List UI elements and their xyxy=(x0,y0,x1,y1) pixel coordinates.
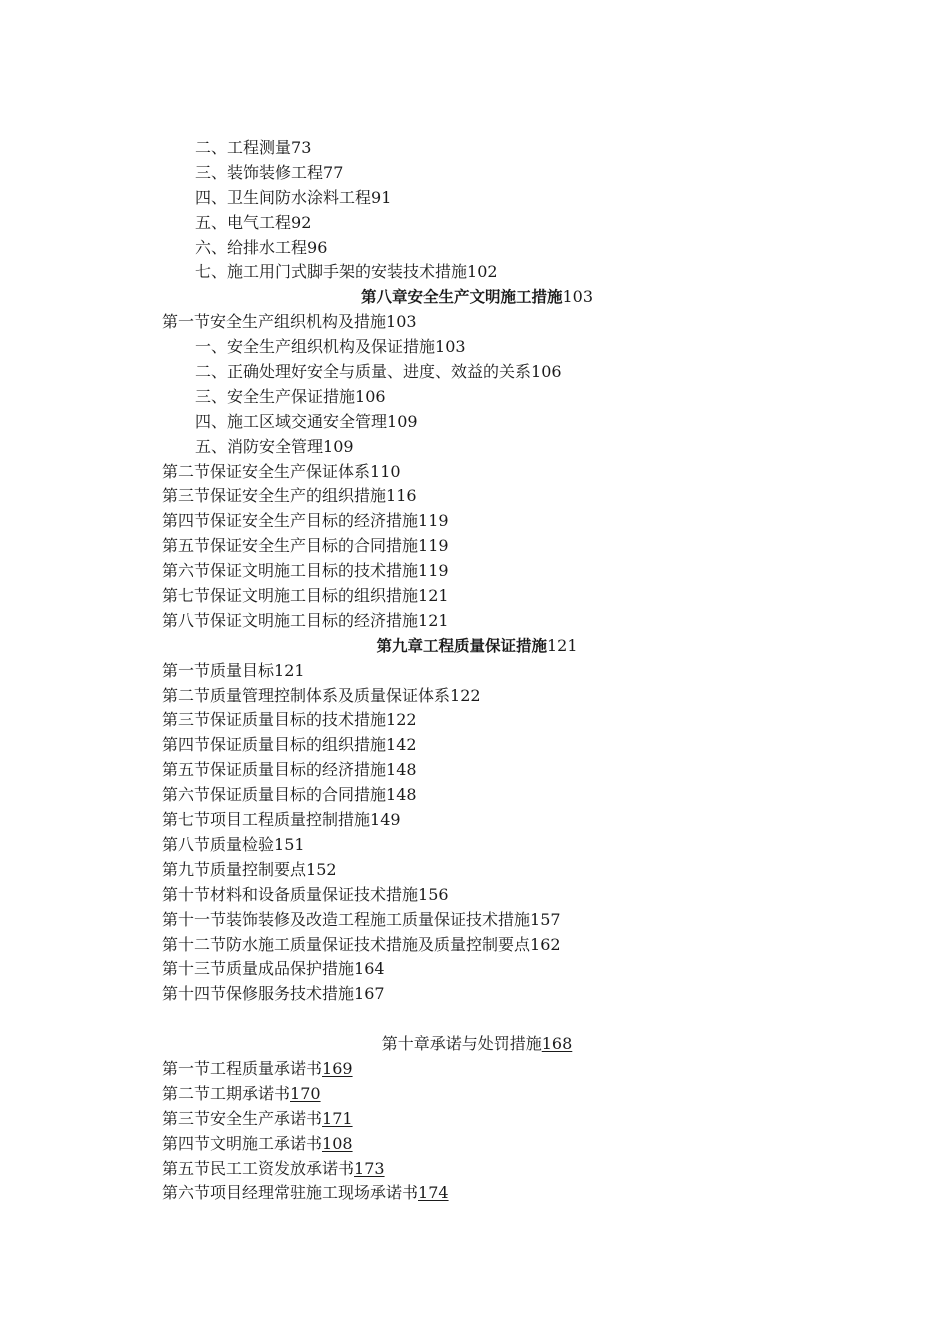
toc-section-page: 103 xyxy=(386,312,417,332)
toc-item[interactable] xyxy=(162,236,792,261)
chapter-title: 第十章承诺与处罚措施 xyxy=(381,1034,542,1054)
toc-section-page: 152 xyxy=(306,859,337,879)
chapter-page-link[interactable]: 168 xyxy=(541,1034,573,1054)
toc-section[interactable] xyxy=(162,858,792,883)
toc-item-page: 106 xyxy=(531,362,562,382)
chapter-page: 103 xyxy=(562,287,594,307)
toc-section-text: 第一节质量目标 xyxy=(162,660,275,680)
toc-section-page: 119 xyxy=(418,511,449,531)
toc-section[interactable] xyxy=(162,584,792,609)
toc-section-page: 121 xyxy=(418,586,449,606)
toc-item[interactable] xyxy=(162,410,792,435)
toc-section-text: 第六节项目经理常驻施工现场承诺书 xyxy=(162,1183,419,1203)
toc-item-text: 五、消防安全管理 xyxy=(195,436,324,456)
toc-section-text: 第三节保证质量目标的技术措施 xyxy=(162,710,387,730)
toc-item-page: 77 xyxy=(323,162,344,182)
toc-item-text: 四、施工区域交通安全管理 xyxy=(195,411,388,431)
toc-item[interactable] xyxy=(162,335,792,360)
toc-section[interactable] xyxy=(162,509,792,534)
toc-item[interactable] xyxy=(162,360,792,385)
toc-section-page: 121 xyxy=(274,660,305,680)
toc-section-page: 122 xyxy=(450,685,481,705)
toc-section-text: 第六节保证质量目标的合同措施 xyxy=(162,785,387,805)
toc-section[interactable] xyxy=(162,933,792,958)
blank-line xyxy=(162,1007,792,1032)
toc-section-text: 第十节材料和设备质量保证技术措施 xyxy=(162,884,419,904)
toc-section-text: 第五节保证安全生产目标的合同措施 xyxy=(162,536,419,556)
toc-section-page: 142 xyxy=(386,735,417,755)
toc-section-page: 156 xyxy=(418,884,449,904)
toc-item[interactable] xyxy=(162,385,792,410)
toc-section-page: 164 xyxy=(354,959,385,979)
toc-section-page: 148 xyxy=(386,760,417,780)
toc-item-page: 109 xyxy=(323,436,354,456)
toc-item[interactable] xyxy=(162,136,792,161)
toc-section-text: 第九节质量控制要点 xyxy=(162,859,307,879)
toc-item-text: 六、给排水工程 xyxy=(195,237,308,257)
toc-section-text: 第二节质量管理控制体系及质量保证体系 xyxy=(162,685,451,705)
toc-section[interactable] xyxy=(162,758,792,783)
toc-item[interactable] xyxy=(162,161,792,186)
toc-section-page-link[interactable]: 171 xyxy=(322,1108,353,1128)
toc-section-page-link[interactable]: 170 xyxy=(290,1083,321,1103)
toc-section[interactable] xyxy=(162,460,792,485)
toc-section-text: 第八节保证文明施工目标的经济措施 xyxy=(162,610,419,630)
toc-item-page: 102 xyxy=(467,262,498,282)
toc-section-text: 第十二节防水施工质量保证技术措施及质量控制要点 xyxy=(162,934,531,954)
toc-section[interactable] xyxy=(162,957,792,982)
toc-section[interactable] xyxy=(162,982,792,1007)
toc-item-text: 七、施工用门式脚手架的安装技术措施 xyxy=(195,262,468,282)
chapter-title: 第八章安全生产文明施工措施 xyxy=(360,288,563,307)
toc-section-page: 162 xyxy=(530,934,561,954)
toc-section-text: 第五节民工工资发放承诺书 xyxy=(162,1158,355,1178)
toc-section-page: 148 xyxy=(386,785,417,805)
toc-item[interactable] xyxy=(162,211,792,236)
toc-section-text: 第七节保证文明施工目标的组织措施 xyxy=(162,586,419,606)
toc-section-text: 第四节文明施工承诺书 xyxy=(162,1133,323,1153)
toc-section[interactable] xyxy=(162,733,792,758)
toc-item-page: 73 xyxy=(291,138,312,157)
toc-item-text: 三、安全生产保证措施 xyxy=(195,386,356,406)
toc-section-page: 157 xyxy=(530,909,561,929)
toc-section-page-link[interactable]: 108 xyxy=(322,1133,353,1153)
toc-section[interactable] xyxy=(162,708,792,733)
chapter-page: 121 xyxy=(546,635,578,655)
toc-section-text: 第三节安全生产承诺书 xyxy=(162,1108,323,1128)
toc-item[interactable] xyxy=(162,260,792,285)
toc-section[interactable] xyxy=(162,484,792,509)
toc-section-page-link[interactable]: 173 xyxy=(354,1158,385,1178)
toc-section[interactable] xyxy=(162,310,792,335)
toc-section-page: 119 xyxy=(418,561,449,581)
toc-section-page: 167 xyxy=(354,984,385,1004)
table-of-contents xyxy=(162,136,792,1206)
toc-section-text: 第十一节装饰装修及改造工程施工质量保证技术措施 xyxy=(162,909,531,929)
toc-section[interactable] xyxy=(162,1132,792,1157)
toc-section-text: 第四节保证质量目标的组织措施 xyxy=(162,735,387,755)
toc-section-text: 第二节工期承诺书 xyxy=(162,1083,291,1103)
toc-section[interactable] xyxy=(162,534,792,559)
toc-section[interactable] xyxy=(162,883,792,908)
toc-section-text: 第六节保证文明施工目标的技术措施 xyxy=(162,561,419,581)
toc-section-text: 第七节项目工程质量控制措施 xyxy=(162,810,371,830)
toc-section[interactable] xyxy=(162,609,792,634)
toc-item-page: 109 xyxy=(387,411,418,431)
toc-section-page-link[interactable]: 174 xyxy=(418,1183,449,1203)
toc-section-text: 第三节保证安全生产的组织措施 xyxy=(162,486,387,506)
toc-section-page: 121 xyxy=(418,610,449,630)
toc-item-text: 二、正确处理好安全与质量、进度、效益的关系 xyxy=(195,362,532,382)
toc-section[interactable] xyxy=(162,1082,792,1107)
toc-section-text: 第二节保证安全生产保证体系 xyxy=(162,461,371,481)
toc-section[interactable] xyxy=(162,783,792,808)
toc-item-page: 103 xyxy=(435,337,466,357)
toc-section-page: 116 xyxy=(386,486,417,506)
toc-section[interactable] xyxy=(162,908,792,933)
chapter-heading[interactable] xyxy=(162,1032,792,1057)
toc-section-text: 第十三节质量成品保护措施 xyxy=(162,959,355,979)
toc-section-page: 122 xyxy=(386,710,417,730)
toc-item-text: 五、电气工程 xyxy=(195,212,292,232)
chapter-title: 第九章工程质量保证措施 xyxy=(376,636,547,655)
toc-section[interactable] xyxy=(162,684,792,709)
toc-section-text: 第八节质量检验 xyxy=(162,834,275,854)
toc-section[interactable] xyxy=(162,1107,792,1132)
toc-item-text: 二、工程测量 xyxy=(195,138,292,157)
chapter-heading[interactable] xyxy=(162,285,792,310)
toc-section-page: 119 xyxy=(418,536,449,556)
toc-section[interactable] xyxy=(162,659,792,684)
toc-item-page: 92 xyxy=(291,212,312,232)
toc-section[interactable] xyxy=(162,1157,792,1182)
toc-section[interactable] xyxy=(162,808,792,833)
toc-section-text: 第一节安全生产组织机构及措施 xyxy=(162,312,387,332)
toc-section-text: 第十四节保修服务技术措施 xyxy=(162,984,355,1004)
toc-item-page: 96 xyxy=(307,237,328,257)
chapter-heading[interactable] xyxy=(162,634,792,659)
toc-section[interactable] xyxy=(162,1181,792,1206)
toc-section-text: 第五节保证质量目标的经济措施 xyxy=(162,760,387,780)
toc-item-text: 一、安全生产组织机构及保证措施 xyxy=(195,337,436,357)
toc-section-text: 第一节工程质量承诺书 xyxy=(162,1058,323,1078)
toc-section-page: 110 xyxy=(370,461,401,481)
toc-section[interactable] xyxy=(162,559,792,584)
toc-section-text: 第四节保证安全生产目标的经济措施 xyxy=(162,511,419,531)
toc-section-page: 151 xyxy=(274,834,305,854)
toc-item[interactable] xyxy=(162,435,792,460)
toc-item-page: 106 xyxy=(355,386,386,406)
toc-section-page: 149 xyxy=(370,810,401,830)
toc-section[interactable] xyxy=(162,1057,792,1082)
toc-item-page: 91 xyxy=(371,187,392,207)
toc-section[interactable] xyxy=(162,833,792,858)
toc-section-page-link[interactable]: 169 xyxy=(322,1058,353,1078)
toc-item-text: 三、装饰装修工程 xyxy=(195,162,324,182)
toc-item[interactable] xyxy=(162,186,792,211)
toc-item-text: 四、卫生间防水涂料工程 xyxy=(195,187,372,207)
